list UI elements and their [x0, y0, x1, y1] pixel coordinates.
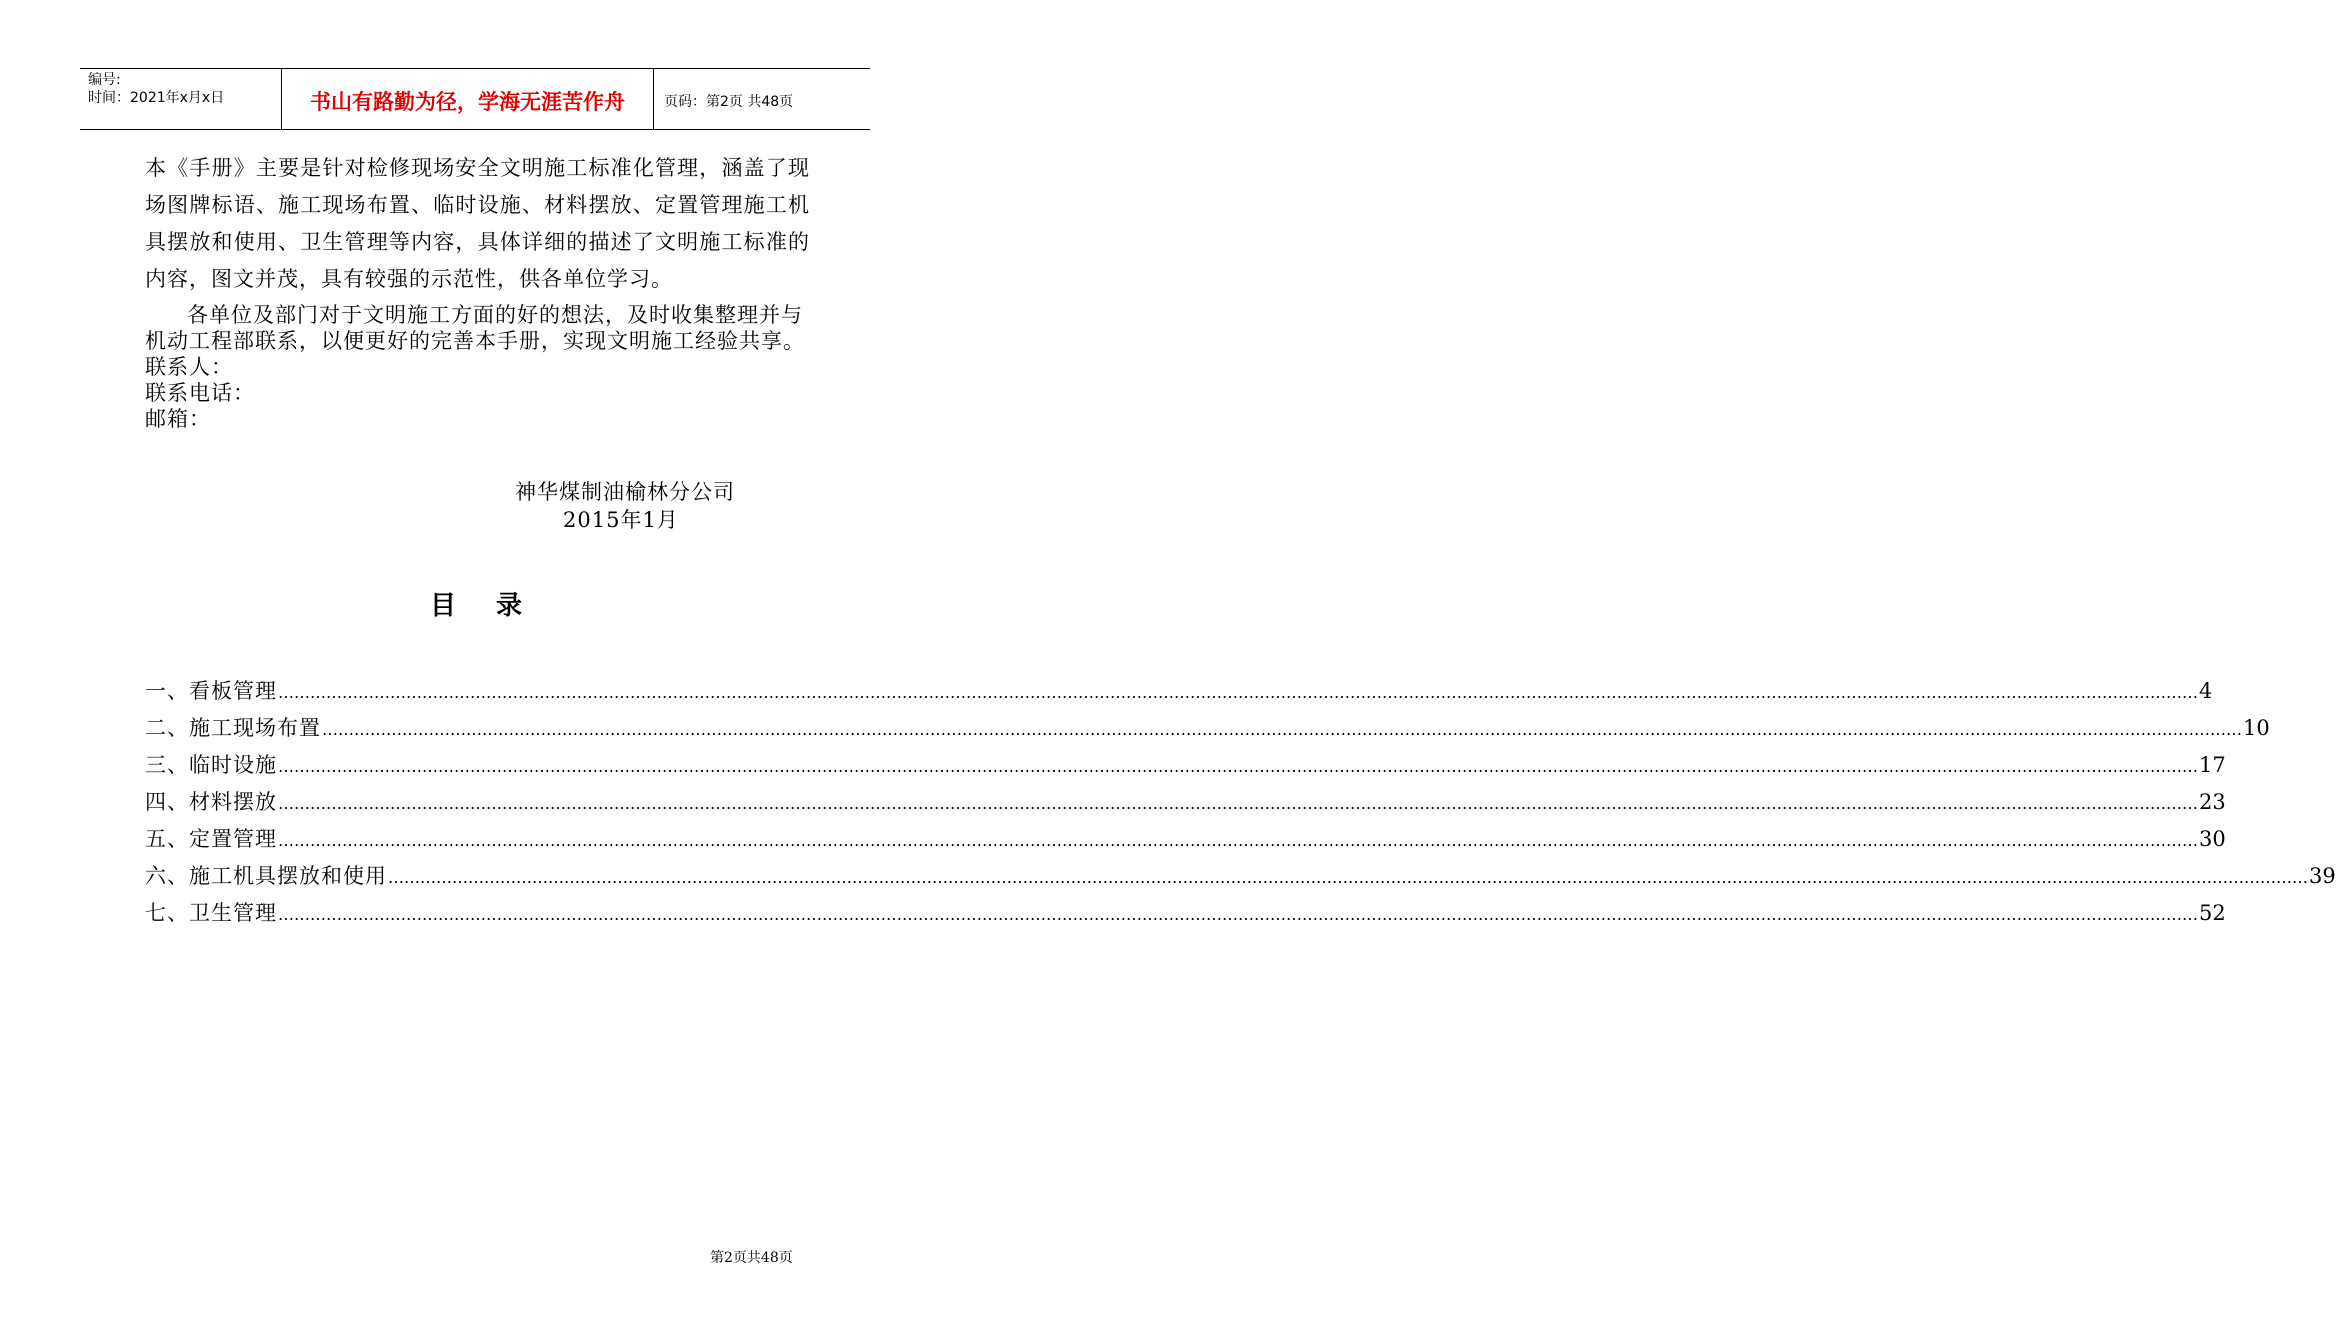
table-of-contents: [145, 673, 2336, 932]
toc-item[interactable]: [145, 821, 2226, 858]
page-header: [80, 68, 870, 130]
toc-title: 目录: [430, 591, 563, 621]
header-meta: [80, 69, 282, 129]
toc-item[interactable]: [145, 895, 2226, 932]
toc-leader-dots: ………………………………………………………………………………………………………………………………………………………………………………………………………………………………………………………………………………………………………………………………: [278, 683, 2198, 702]
toc-item-label: 一、看板管理: [145, 679, 277, 703]
header-motto: 书山有路勤为径，学海无涯苦作舟: [282, 69, 654, 129]
toc-item-page: 4: [2199, 679, 2213, 703]
toc-item-page: 52: [2199, 901, 2226, 925]
toc-leader-dots: ………………………………………………………………………………………………………………………………………………………………………………………………………………………………………………………………………………………………………………………………: [278, 905, 2198, 924]
toc-item-label: 四、材料摆放: [145, 790, 277, 814]
intro-paragraph-2: 各单位及部门对于文明施工方面的好的想法，及时收集整理并与机动工程部联系，以便更好的完善本手册，实现文明施工经验共享。: [145, 303, 805, 353]
toc-item-page: 39: [2309, 864, 2336, 888]
toc-item[interactable]: [145, 747, 2226, 784]
signature-block: [515, 478, 735, 532]
toc-item-label: 二、施工现场布置: [145, 716, 321, 740]
toc-item[interactable]: [145, 710, 2270, 747]
contact-email: 邮箱：: [145, 407, 211, 431]
toc-item-page: 17: [2199, 753, 2226, 777]
intro-section: [145, 150, 810, 432]
contact-phone: 联系电话：: [145, 381, 255, 405]
toc-item-label: 七、卫生管理: [145, 901, 277, 925]
document-number-label: 编号:: [88, 72, 121, 88]
toc-item-page: 30: [2199, 827, 2226, 851]
signature-company: 神华煤制油榆林分公司: [515, 480, 735, 504]
toc-item[interactable]: [145, 858, 2336, 895]
header-page-info: 页码：第2页 共48页: [664, 94, 794, 110]
toc-leader-dots: ………………………………………………………………………………………………………………………………………………………………………………………………………………………………………………………………………………………………………………………………: [278, 831, 2198, 850]
signature-date: 2015年1月: [563, 508, 679, 532]
toc-leader-dots: ………………………………………………………………………………………………………………………………………………………………………………………………………………………………………………………………………………………………………………………………: [322, 720, 2242, 739]
toc-item-label: 六、施工机具摆放和使用: [145, 864, 387, 888]
toc-item-page: 10: [2243, 716, 2270, 740]
toc-item-label: 五、定置管理: [145, 827, 277, 851]
document-time: 时间：2021年x月x日: [88, 90, 225, 106]
toc-leader-dots: ………………………………………………………………………………………………………………………………………………………………………………………………………………………………………………………………………………………………………………………………: [388, 868, 2308, 887]
toc-item[interactable]: [145, 673, 2213, 710]
toc-item[interactable]: [145, 784, 2226, 821]
toc-leader-dots: ………………………………………………………………………………………………………………………………………………………………………………………………………………………………………………………………………………………………………………………………: [278, 757, 2198, 776]
toc-item-label: 三、临时设施: [145, 753, 277, 777]
toc-leader-dots: ………………………………………………………………………………………………………………………………………………………………………………………………………………………………………………………………………………………………………………………………: [278, 794, 2198, 813]
contact-person: 联系人：: [145, 355, 233, 379]
toc-item-page: 23: [2199, 790, 2226, 814]
intro-paragraph-1: 本《手册》主要是针对检修现场安全文明施工标准化管理，涵盖了现场图牌标语、施工现场布置、临时设施、材料摆放、定置管理施工机具摆放和使用、卫生管理等内容，具体详细的描述了文明施工标准的内容，图文并茂，具有较强的示范性，供各单位学习。: [145, 156, 810, 291]
page-footer: 第2页共48页: [710, 1250, 793, 1266]
